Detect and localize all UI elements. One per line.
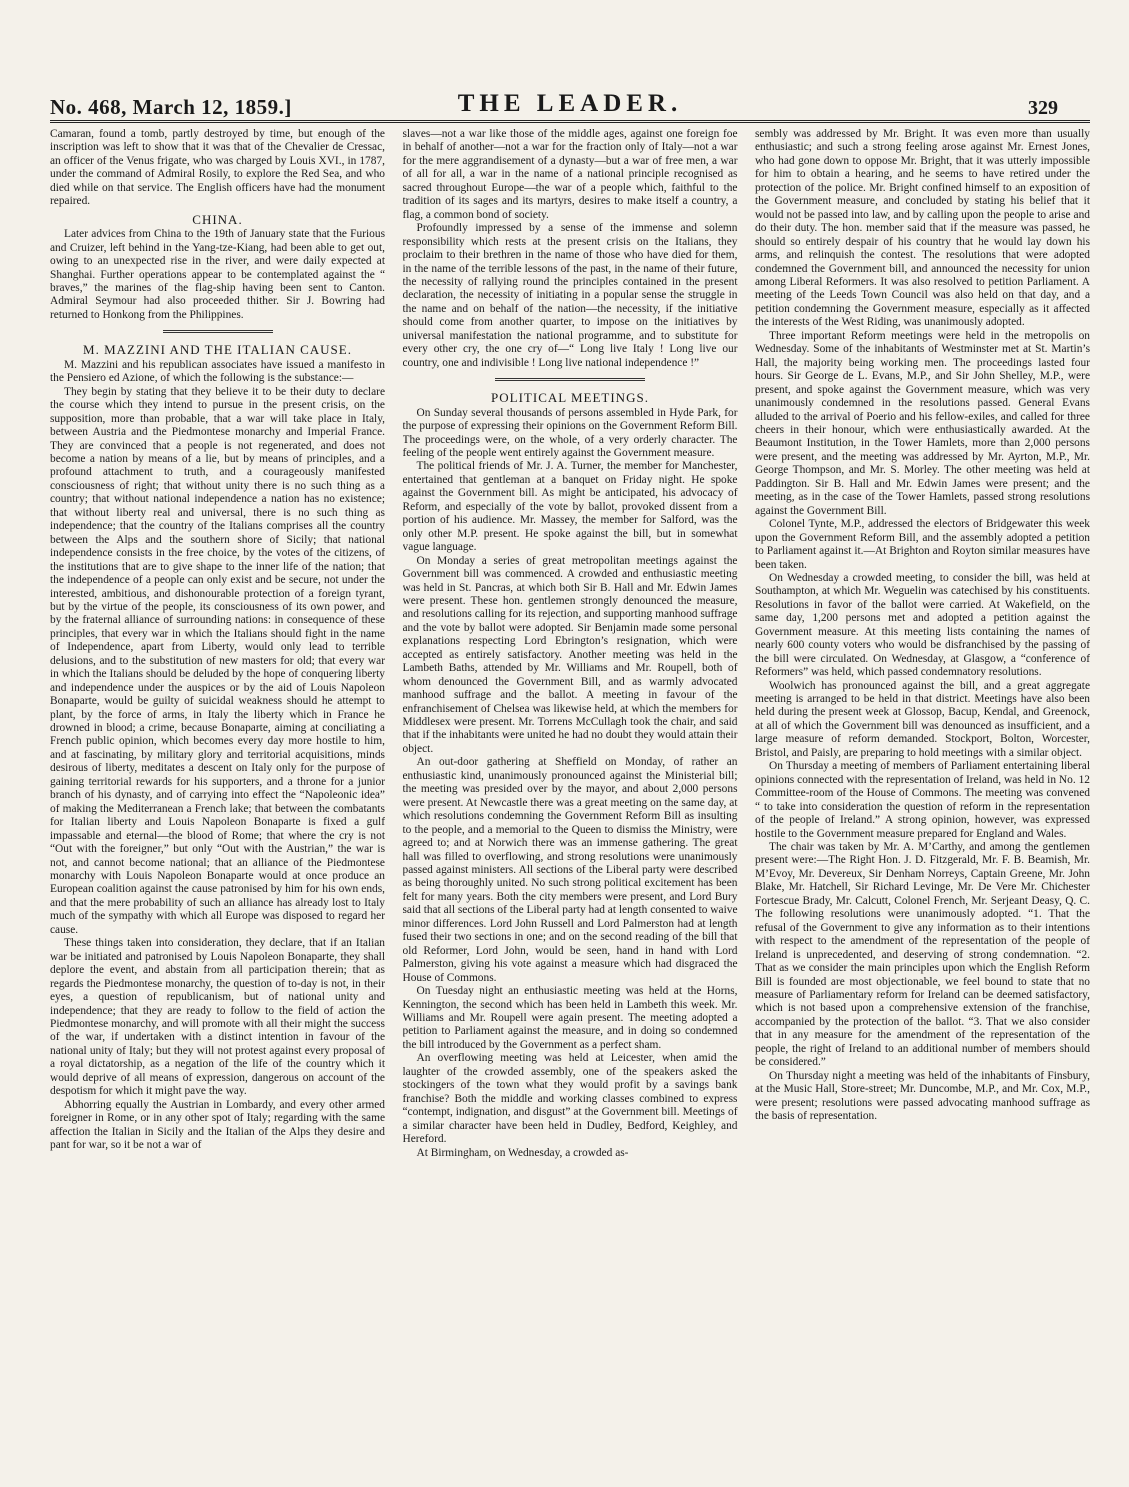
meetings-paragraph-7: At Birmingham, on Wednesday, a crowded as- (416, 1146, 629, 1159)
meetings-paragraph-5: On Tuesday night an enthusiastic meeting was held at the Horns, Kennington, the second which has been held in Lambeth this week. Mr. Williams and Mr. Roupell were again present. The meeting adopted a petition to Parliament against the measure, and in doing so condemned the bill introduced by the Government as a perfect sham. (402, 985, 738, 1051)
column-3 (755, 128, 1090, 1473)
mazzini-continued-1: slaves—not a war like those of the middle ages, against one foreign foe in behalf of another—not a war for the fraction only of Italy—not a war for the mere aggrandisement of a dynasty—but a war of free men, a war of all for all, a war in the name of a national principle recognised as sacred throughout Europe—the war of a people which, faithful to the tradition of its sages and its martyrs, desires to make itself a country, a flag, a common bond of society. (402, 128, 738, 221)
cressac-paragraph: Camaran, found a tomb, partly destroyed by time, but enough of the inscription was left to show that it was that of the Chevalier de Cressac, an officer of the Venus frigate, who was charged by Louis XVI., in 1787, under the command of Admiral Rosily, to explore the Red Sea, and who died while on that service. The English officers have had the monument repaired. (50, 128, 385, 208)
masthead (50, 86, 1090, 123)
southampton-paragraph: On Wednesday a crowded meeting, to consider the bill, was held at Southampton, at which Mr. Weguelin was catechised by his constituents. Resolutions in favor of the ballot were carried. At Wakefield, on the same day, 1,200 persons met and adopted a petition against the Government measure. At this meeting lists containing the names of nearly 600 county voters who would be disfranchised by the passing of the bill were circulated. On Wednesday, at Glasgow, a “conference of Reformers” was held, which passed condemnatory resolutions. (755, 571, 1090, 679)
meetings-paragraph-6: An overflowing meeting was held at Leicester, when amid the laughter of the crowded assembly, one of the speakers asked the stockingers of the town what they would profit by a savings bank franchise? Both the middle and working classes combined to express “contempt, indignation, and disgust” at the Government bill. Meetings of a similar character have been held in Dudley, Bedford, Keighley, and Hereford. (402, 1052, 738, 1146)
newspaper-title: THE LEADER. (457, 90, 683, 117)
section-divider (495, 378, 645, 381)
section-divider (163, 330, 273, 333)
metropolis-paragraph: Three important Reform meetings were held in the metropolis on Wednesday. Some of the inhabitants of Westminster met at St. Martin’s Hall, the majority being working men. The proceedings lasted four hours. Sir George de L. Evans, M.P., and Sir John Shelley, M.P., were present, and spoke against the Government measure, which was very unanimously condemned in the resolutions passed. General Evans alluded to the arrival of Poerio and his fellow-exiles, and called for three cheers in their honour, which were enthusiastically awarded. At the Beaumont Institution, in the Tower Hamlets, more than 2,000 persons were present, and the meeting was addressed by Mr. Ayrton, M.P., Mr. George Thompson, and Mr. S. Morley. The other meeting was held at Paddington. Sir B. Hall and Mr. Edwin James were present; and the meeting, as in the case of the Tower Hamlets, passed strong resolutions against the Government Bill. (755, 329, 1090, 517)
issue-date: No. 468, March 12, 1859.] (50, 95, 292, 119)
woolwich-paragraph: Woolwich has pronounced against the bill, and a great aggregate meeting is arranged to be held in that district. Meetings have also been held during the present week at Glossop, Bacup, Kendal, and Greenock, at all of which the Government bill was denounced as insufficient, and a large measure of reform demanded. Stockport, Bolton, Worcester, Bristol, and Paisly, are preparing to hold meetings with a similar object. (755, 679, 1090, 759)
column-1 (50, 128, 385, 1473)
page-number: 329 (1028, 97, 1058, 119)
bridgewater-paragraph: Colonel Tynte, M.P., addressed the electors of Bridgewater this week upon the Government Reform Bill, and the assembly adopted a petition to Parliament against it.—At Brighton and Royton similar measures have been taken. (755, 518, 1090, 571)
mazzini-paragraph-3: These things taken into consideration, they declare, that if an Italian war be initiated and patronised by Louis Napoleon Bonaparte, they shall deplore the event, and abstain from all participation therein; that as regards the Piedmontese monarchy, the question of to-day is not, in their eyes, a question of republicanism, but of national unity and independence; that they are ready to follow to the field of action the Piedmontese monarchy, and will promote with all their might the success of the war, if undertaken with a distinct intention in favour of the national unity of Italy; but they will not protest against every proposal of a royal dictatorship, as a negation of the life of the country which it would deprive of all means of expression, dangerous on account of the despotism for which it might pave the way. (50, 937, 385, 1098)
mazzini-heading: M. MAZZINI AND THE ITALIAN CAUSE. (83, 342, 352, 358)
mazzini-paragraph-1: M. Mazzini and his republican associates have issued a manifesto in the Pensiero ed Azione, of which the following is the substance:— (50, 358, 385, 385)
finsbury-paragraph: On Thursday night a meeting was held of the inhabitants of Finsbury, at the Music Hall, Store-street; Mr. Duncombe, M.P., and Mr. Cox, M.P., were present; resolutions were passed advocating manhood suffrage as the basis of representation. (755, 1069, 1090, 1123)
meetings-paragraph-4: An out-door gathering at Sheffield on Monday, of rather an enthusiastic kind, unanimously pronounced against the Ministerial bill; the meeting was presided over by the mayor, and about 2,000 persons were present. At Newcastle there was a great meeting on the same day, at which resolutions condemning the Government Reform Bill as insulting to the people, and a memorial to the Queen to dismiss the Ministry, were agreed to; and at Norwich there was an immense gathering. The great hall was filled to overflowing, and strong resolutions were unanimously passed against ministers. All sections of the Liberal party were described as being thoroughly united. No such strong political excitement has been felt for many years. Both the city members were present, and Lord Bury said that all sections of the Liberal party had at length consented to waive minor differences. Lord John Russell and Lord Palmerston had at length fused their two sections in one; and on the second reading of the bill that old Reformer, Lord John, would be seen, hand in hand with Lord Palmerston, giving his vote against a measure which had disgraced the House of Commons. (402, 756, 738, 984)
political-meetings-heading: POLITICAL MEETINGS. (491, 390, 649, 406)
bright-paragraph: sembly was addressed by Mr. Bright. It was even more than usually enthusiastic; and such a strong feeling arose against Mr. Ernest Jones, who had gone down to oppose Mr. Bright, that it was utterly impossible for him to obtain a hearing, and he seems to have retired under the protection of the police. Mr. Bright confined himself to an exposition of the Government measure, and concluded by stating his belief that it would not be passed into law, and by calling upon the people to arise and do their duty. The hon. member said that if the measure was passed, he should so entirely despair of his country that he would lay down his arms, and relinquish the contest. The resolutions that were adopted condemned the Government bill, and announced the necessity for union among Liberal Reformers. It was also resolved to petition Parliament. A meeting of the Leeds Town Council was also held on that day, and a petition condemning the Government measure, especially as it affected the interests of the West Riding, was unanimously adopted. (755, 128, 1090, 329)
meetings-paragraph-2: The political friends of Mr. J. A. Turner, the member for Manchester, entertained that gentleman at a banquet on Friday night. He spoke against the Government bill. As might be anticipated, his advocacy of Reform, and especially of the vote by ballot, provoked dissent from a portion of his audience. Mr. Massey, the member for Salford, was the only other M.P. present. He spoke against the bill, but in somewhat vague language. (402, 460, 738, 554)
china-paragraph: Later advices from China to the 19th of January state that the Furious and Cruizer, left behind in the Yang-tze-Kiang, had been able to get out, owing to an unexpected rise in the river, and were daily expected at Shanghai. Further operations appear to be contemplated against the “ braves,” the marines of the flag-ship having been sent to Canton. Admiral Seymour had also proceeded thither. Sir J. Bowring had returned to Honkong from the Philippines. (50, 228, 385, 321)
mazzini-paragraph-2: They begin by stating that they believe it to be their duty to declare the course which they intend to pursue in the present crisis, on the supposition, more than probable, that a war will take place in Italy, between Austria and the Piedmontese monarchy and Imperial France. They are convinced that a people is not regenerated, and does not become a nation by means of a lie, but by means of principles, and a profound attachment to truth, and a courageously manifested consciousness of right; that without unity there is no such thing as a country; that without national independence a nation has no existence; that without liberty real and universal, there is no such thing as independence; that the country of the Italians comprises all the country between the Alps and the southern shore of Sicily; that national independence consists in the free choice, by the votes of the citizens, of the institutions that are to give shape to the inner life of the nation; that the independence of a people can only exist and be secure, not under the interested, ambitious, and dishonourable protection of a foreign tyrant, but by the virtue of the people, its consciousness of its own power, and by the fraternal alliance of surrounding nations: in consequence of these principles, that every war in which the Italians should fight in the name of Independence, apart from Liberty, would only lead to terrible delusions, and to the substitution of new masters for old; that every war in which the Italians should be deluded by the hope of conquering liberty and independence under the auspices or by the aid of Louis Napoleon Bonaparte, would be guilty of suicidal weakness should he attempt to plant, by the force of arms, in Italy the liberty which in France he drowned in blood; a crime, because Bonaparte, aiming at conciliating a French public opinion, which becomes every day more hostile to him, and at fascinating, by military glory and territorial acquisitions, minds desirous of liberty, meditates a descent on Italy only for the purpose of gaining territorial rewards for his supporters, and a throne for a junior branch of his dynasty, and of carrying into effect the “Napoleonic idea” of making the Mediterranean a French lake; that between the combatants for Italian liberty and Louis Napoleon Bonaparte is fixed a gulf impassable and eternal—the blood of Rome; that where the cry is not “Out with the foreigner,” but only “Out with the Austrian,” the war is not, and cannot become national; that an alliance of the Piedmontese monarchy with Louis Napoleon Bonaparte would at once produce an European coalition against the cause patronised by him for his own ends, and that the mere probability of such an alliance has already lost to Italy much of the sympathy with which all Europe was disposed to regard her cause. (50, 385, 385, 936)
meetings-paragraph-3: On Monday a series of great metropolitan meetings against the Government bill was commenced. A crowded and enthusiastic meeting was held in St. Pancras, at which both Sir B. Hall and Mr. Edwin James were present. These hon. gentlemen strongly denounced the measure, and resolutions calling for its rejection, and supporting manhood suffrage and the vote by ballot were adopted. Sir Benjamin made some personal explanations respecting Lord Ebrington’s resignation, which were accepted as entirely satisfactory. Another meeting was held in the Lambeth Baths, attended by Mr. Williams and Mr. Roupell, both of whom denounced the Government Bill, and as warmly advocated manhood suffrage and the ballot. A meeting in favour of the enfranchisement of Chelsea was likewise held, at which the members for Middlesex were present. Mr. Torrens McCullagh took the chair, and said that if the inhabitants were united he had no doubt they would attain their object. (402, 554, 738, 755)
article-columns (50, 128, 1090, 1473)
column-2 (403, 128, 738, 1473)
resolutions-paragraph: The chair was taken by Mr. A. M’Carthy, and among the gentlemen present were:—The Right Hon. J. D. Fitzgerald, Mr. F. B. Beamish, Mr. M’Evoy, Mr. Devereux, Sir Denham Norreys, Captain Greene, Mr. John Blake, Mr. Hatchell, Sir Richard Levinge, Mr. De Vere Mr. Chichester Fortescue Brady, Mr. Calcutt, Colonel French, Mr. Serjeant Deasy, Q. C. The following resolutions were unanimously adopted. “1. That the refusal of the Government to give any information as to their intentions with respect to the amendment of the representation of the people of Ireland is unprecedented, and deserving of strong condemnation. “2. That as we consider the main principles upon which the English Reform Bill is founded are most objectionable, we feel bound to state that no measure of Parliamentary reform for Ireland can be deemed satisfactory, which is not based upon a comprehensive extension of the franchise, accompanied by the protection of the ballot. “3. That we also consider that in any measure for the amendment of the representation of the people, the right of Ireland to an additional number of members should be considered.” (755, 841, 1090, 1069)
china-heading: CHINA. (192, 211, 243, 227)
meetings-paragraph-1: On Sunday several thousands of persons assembled in Hyde Park, for the purpose of expressing their opinions on the Government Reform Bill. The proceedings were, on the whole, of a very orderly character. The feeling of the people went entirely against the Government measure. (402, 406, 738, 459)
ireland-meeting-paragraph: On Thursday a meeting of members of Parliament entertaining liberal opinions connected with the representation of Ireland, was held in No. 12 Committee-room of the House of Commons. The meeting was convened “ to take into consideration the question of reform in the representation of the people of Ireland.” A strong opinion, however, was expressed hostile to the Government measure prepared for England and Wales. (755, 760, 1090, 840)
mazzini-continued-2: Profoundly impressed by a sense of the immense and solemn responsibility which rests at the present crisis on the Italians, they proclaim to their brethren in the name of those who have died for them, in the name of the terrible lessons of the past, in the name of their future, the necessity of rallying round the principles contained in the present declaration, the necessity of initiating in a popular sense the struggle in the name and on behalf of the nation—the necessity, if the initiative should come from another quarter, to impose on the initiatives by universal manifestation the national programme, and to substitute for every other cry, the one cry of—“ Long live Italy ! Long live our country, one and indivisible ! Long live national independence !” (402, 222, 738, 369)
mazzini-paragraph-4: Abhorring equally the Austrian in Lombardy, and every other armed foreigner in Rome, or in any other spot of Italy; regarding with the same affection the Italian in Sicily and the Italian of the Alps they desire and pant for war, so it be not a war of (50, 1098, 385, 1152)
